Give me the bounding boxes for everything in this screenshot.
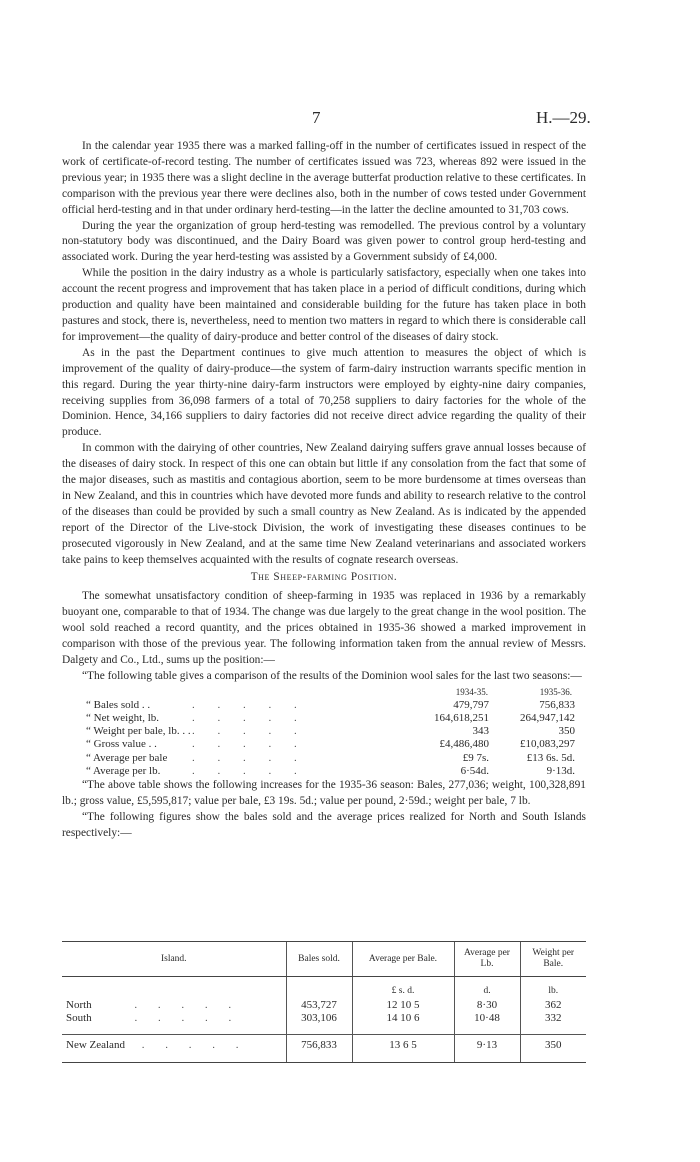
column-header: Bales sold.: [286, 942, 352, 977]
wool-value: 9·13d.: [546, 764, 575, 777]
table-cell: 453,727: [286, 999, 352, 1013]
wool-row: [62, 725, 586, 738]
wool-value: 350: [558, 725, 575, 738]
section-heading: The Sheep-farming Position.: [250, 571, 398, 584]
table-cell: 303,106: [286, 1012, 352, 1026]
wool-label: “ Gross value . .: [86, 738, 157, 751]
wool-col-header: 1935-36.: [539, 686, 572, 697]
table-cell: 350: [520, 1034, 586, 1056]
wool-row: [62, 699, 586, 712]
table-cell: 12 10 5: [352, 999, 454, 1013]
wool-row: [62, 738, 586, 751]
wool-label: “ Average per bale: [86, 751, 168, 764]
wool-value: 479,797: [453, 698, 489, 711]
units-row: [62, 977, 586, 999]
leader-dots: . . . . .: [192, 725, 307, 738]
leader-dots: . . . . .: [192, 698, 307, 711]
island-name: South: [66, 1012, 92, 1025]
paragraph: “The above table shows the following increases for the 1935-36 season: Bales, 277,036; weight, 100,328,891 lb.; gross value, £5,595,817; value per bale, £3 19s. 5d.; value per pound, 2·59d.; weight per bale, 7 lb.: [62, 778, 586, 807]
wool-value: 164,618,251: [434, 712, 489, 724]
island-table-header: [62, 942, 586, 977]
document-code: H.—29.: [536, 108, 591, 127]
leader-dots: . . . . .: [192, 751, 307, 764]
table-cell: 756,833: [286, 1034, 352, 1056]
wool-value: £10,083,297: [520, 738, 575, 751]
island-table: [62, 941, 586, 1063]
table-cell: 13 6 5: [352, 1034, 454, 1056]
leader-dots: . . . . .: [134, 1012, 241, 1025]
wool-label: “ Bales sold . .: [86, 698, 151, 711]
table-cell: 362: [520, 999, 586, 1013]
wool-table-header: [62, 687, 586, 699]
paragraph: In the calendar year 1935 there was a marked falling-off in the number of certificates issued in respect of the work of certificate-of-record testing. The number of certificates issued was 723, whereas 892 were issued in the previous year; in 1935 there was a slight decline in the average butterfat production relative to these certificates. In comparison with the previous year there were declines also, both in the number of cows tested under Government official herd-testing and in that under ordinary herd-testing—in the latter the decline amounted to 31,703 cows.: [62, 140, 586, 216]
unit-label: lb.: [520, 977, 586, 999]
leader-dots: . . . . .: [192, 712, 307, 724]
leader-dots: . . . . .: [141, 1038, 248, 1051]
wool-row: [62, 712, 586, 725]
wool-value: 756,833: [539, 698, 575, 711]
leader-dots: . . . . .: [134, 998, 241, 1011]
column-header: Weight per Bale.: [520, 942, 586, 977]
table-row: [62, 1012, 586, 1026]
paragraph: During the year the organization of group herd-testing was remodelled. The previous control by a voluntary non-statutory body was discontinued, and the Dairy Board was given power to control group herd-testing and associated work. During the year herd-testing was assisted by a Government subsidy of £4,000.: [62, 219, 586, 264]
table-cell: 10·48: [454, 1012, 520, 1026]
wool-label: “ Weight per bale, lb. . .: [86, 725, 191, 738]
wool-label: “ Average per lb.: [86, 764, 161, 777]
wool-row: [62, 752, 586, 765]
unit-label: d.: [454, 977, 520, 999]
column-header: Average per Bale.: [352, 942, 454, 977]
paragraph: While the position in the dairy industry as a whole is particularly satisfactory, especially when one takes into account the recent progress and improvement that has taken place in a period of difficult conditions, during which production and quality have been maintained and considerable building for the future has taken place in both pastures and stock, there is, nevertheless, need to mention two matters in regard to which there is considerable call for improvement—the quality of dairy-produce and better control of the diseases of dairy stock.: [62, 267, 586, 343]
wool-value: £9 7s.: [462, 751, 489, 764]
table-row: [62, 999, 586, 1013]
table-cell: 14 10 6: [352, 1012, 454, 1026]
wool-value: 6·54d.: [460, 764, 489, 777]
leader-dots: . . . . .: [192, 738, 307, 751]
paragraph: As in the past the Department continues to give much attention to measures the object of which is improvement of the quality of dairy-produce—the system of farm-dairy instruction warrants specific mention in this regard. During the year thirty-nine dairy-farm instructors were employed by eighty-nine dairy companies, receiving supplies from 36,098 farmers of a total of 70,258 suppliers to dairy factories for the whole of the Dominion. Hence, 34,166 suppliers to dairy factories did not receive direct advice regarding the quality of their produce.: [62, 346, 586, 439]
total-row: [62, 1034, 586, 1056]
unit-label: £ s. d.: [352, 977, 454, 999]
wool-value: 343: [472, 725, 489, 738]
table-cell: 8·30: [454, 999, 520, 1013]
island-name: New Zealand: [66, 1038, 125, 1051]
wool-value: 264,947,142: [520, 712, 575, 724]
column-header: Island.: [62, 942, 286, 977]
wool-value: £4,486,480: [439, 738, 489, 751]
paragraph: In common with the dairying of other countries, New Zealand dairying suffers grave annual losses because of the diseases of dairy stock. In respect of this one can obtain but little if any consolation from the fact that some of the major diseases, such as mastitis and contagious abortion, seem to be more burdensome at times overseas than in New Zealand, and this in countries which have devoted more funds and ability to research relative to the control of the diseases than could be provided by such a small country as New Zealand. As is indicated by the appended report of the Director of the Live-stock Division, the work of investigating these diseases continues to be prosecuted vigorously in New Zealand, and at the same time New Zealand veterinarians and associated workers take pains to keep themselves acquainted with the results of cognate research overseas.: [62, 442, 586, 566]
wool-table: [62, 699, 586, 778]
wool-row: [62, 765, 586, 778]
paragraph: The somewhat unsatisfactory condition of sheep-farming in 1935 was replaced in 1936 by a remarkably buoyant one, comparable to that of 1934. The change was due largely to the great change in the wool position. The wool sold reached a record quantity, and the prices obtained in 1935-36 showed a marked improvement in comparison with those of the previous year. The following information taken from the annual review of Messrs. Dalgety and Co., Ltd., sums up the position:—: [62, 590, 586, 666]
wool-col-header: 1934-35.: [455, 686, 488, 697]
island-name: North: [66, 998, 92, 1011]
wool-value: £13 6s. 5d.: [526, 751, 575, 764]
column-header: Average per Lb.: [454, 942, 520, 977]
page-number: 7: [312, 108, 321, 127]
table-cell: 332: [520, 1012, 586, 1026]
document-body: [62, 139, 586, 842]
paragraph: “The following figures show the bales sold and the average prices realized for North and South Islands respectively:—: [62, 810, 586, 839]
wool-label: “ Net weight, lb.: [86, 712, 160, 724]
leader-dots: . . . . .: [192, 764, 307, 777]
paragraph: “The following table gives a comparison of the results of the Dominion wool sales for the last two seasons:—: [82, 669, 582, 682]
table-cell: 9·13: [454, 1034, 520, 1056]
